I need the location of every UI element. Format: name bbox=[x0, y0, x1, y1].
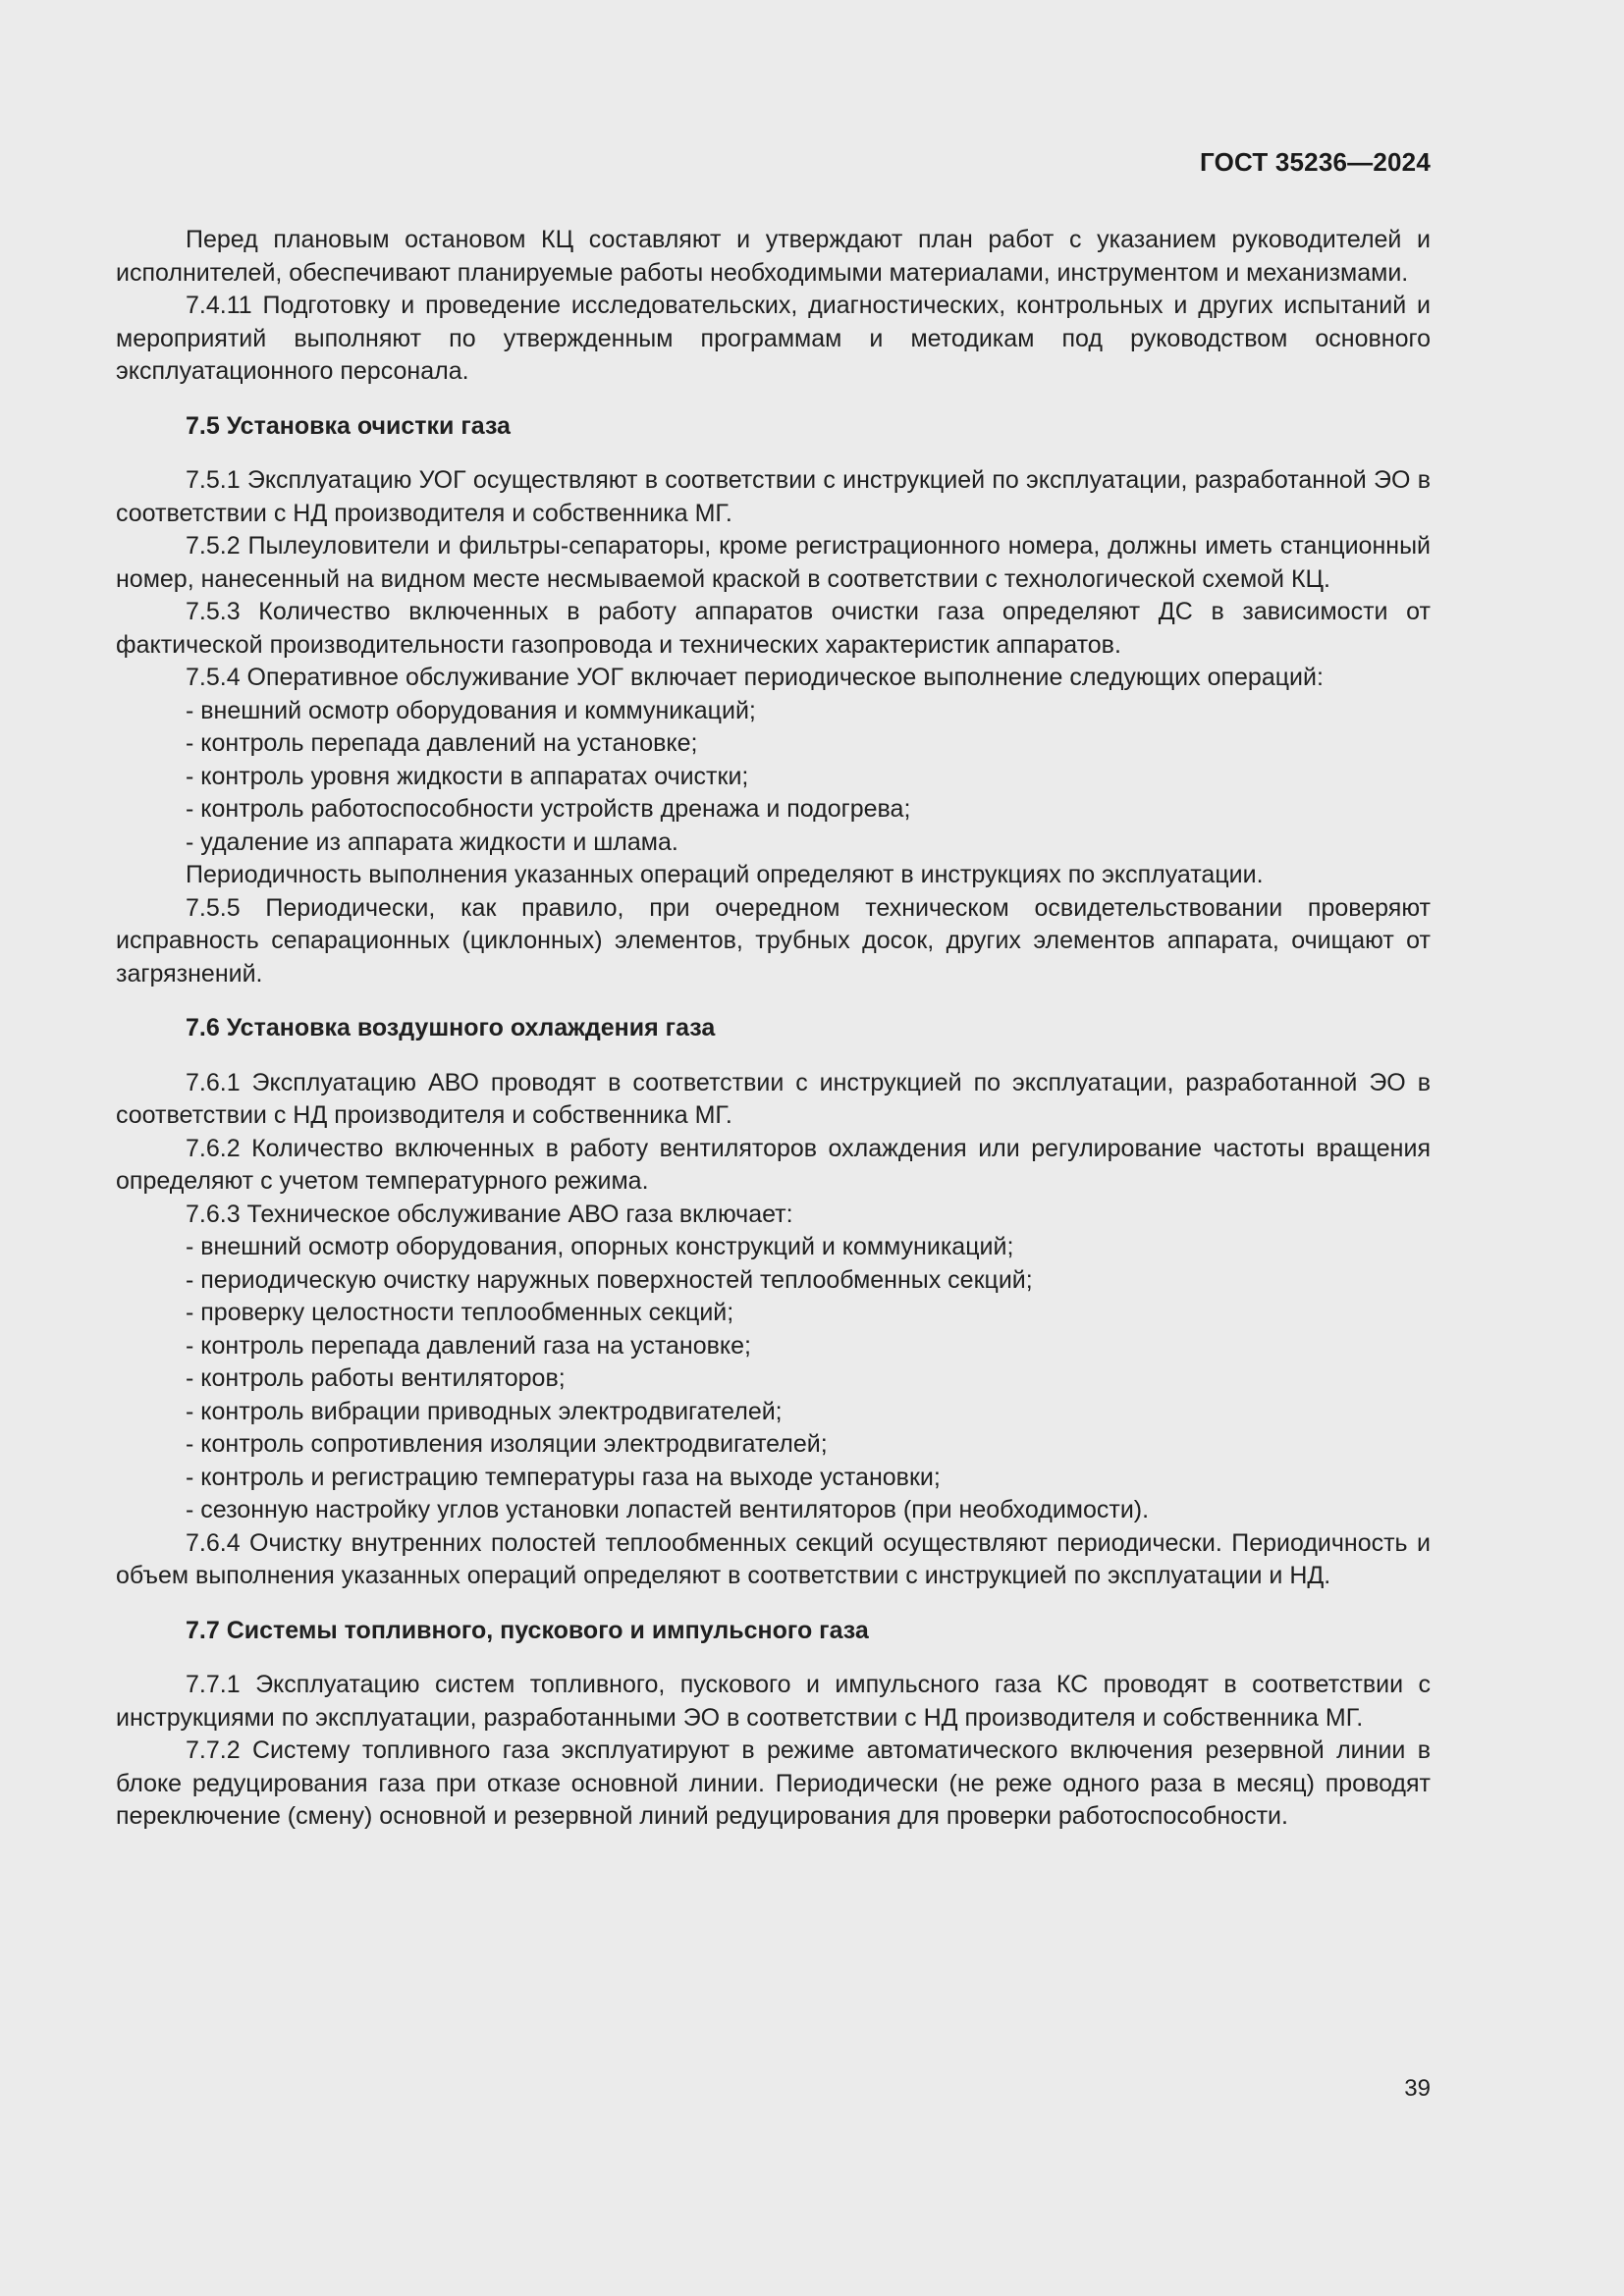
list-item: - удаление из аппарата жидкости и шлама. bbox=[186, 828, 678, 856]
list-item: - проверку целостности теплообменных секций; bbox=[186, 1299, 734, 1326]
document-code: ГОСТ 35236—2024 bbox=[1200, 147, 1431, 177]
paragraph: 7.6.3 Техническое обслуживание АВО газа включает: bbox=[186, 1200, 793, 1228]
section-heading: 7.7 Системы топливного, пускового и импульсного газа bbox=[186, 1616, 869, 1644]
list-item: - сезонную настройку углов установки лопастей вентиляторов (при необходимости). bbox=[186, 1496, 1150, 1523]
paragraph: 7.6.4 Очистку внутренних полостей теплообменных секций осуществляют периодически. Периодичность и объем выполнения указанных операций определяют в соответствии с инструкцией по эксплуатации и НД. bbox=[116, 1528, 1431, 1589]
paragraph: 7.7.2 Систему топливного газа эксплуатируют в режиме автоматического включения резервной линии в блоке редуцирования газа при отказе основной линии. Периодически (не реже одного раза в месяц) проводят переключение (смену) основной и резервной линий редуцирования для проверки работоспособности. bbox=[116, 1736, 1431, 1830]
paragraph: 7.5.5 Периодически, как правило, при очередном техническом освидетельствовании проверяют исправность сепарационных (циклонных) элементов, трубных досок, других элементов аппарата, очищают от загрязнений. bbox=[116, 893, 1431, 988]
paragraph: 7.4.11 Подготовку и проведение исследовательских, диагностических, контрольных и других испытаний и мероприятий выполняют по утвержденным программам и методикам под руководством основного эксплуатационного персонала. bbox=[116, 292, 1431, 385]
paragraph: 7.5.3 Количество включенных в работу аппаратов очистки газа определяют ДС в зависимости от фактической производительности газопровода и технических характеристик аппаратов. bbox=[116, 598, 1431, 659]
list-item: - контроль работы вентиляторов; bbox=[186, 1364, 566, 1392]
list-item: - контроль перепада давлений газа на установке; bbox=[186, 1331, 751, 1360]
paragraph: Перед плановым остановом КЦ составляют и утверждают план работ с указанием руководителей и исполнителей, обеспечивают планируемые работы необходимыми материалами, инструментом и механизмами. bbox=[116, 226, 1431, 287]
paragraph: 7.7.1 Эксплуатацию систем топливного, пускового и импульсного газа КС проводят в соответствии с инструкциями по эксплуатации, разработанными ЭО в соответствии с НД производителя и собственника МГ. bbox=[116, 1671, 1431, 1732]
list-item: - контроль сопротивления изоляции электродвигателей; bbox=[186, 1430, 828, 1458]
paragraph: 7.5.4 Оперативное обслуживание УОГ включает периодическое выполнение следующих операций: bbox=[186, 664, 1324, 691]
list-item: - контроль уровня жидкости в аппаратах очистки; bbox=[186, 762, 749, 790]
list-item: - контроль и регистрацию температуры газа на выходе установки; bbox=[186, 1463, 941, 1491]
paragraph: 7.5.1 Эксплуатацию УОГ осуществляют в соответствии с инструкцией по эксплуатации, разработанной ЭО в соответствии с НД производителя и собственника МГ. bbox=[116, 466, 1431, 527]
list-item: - внешний осмотр оборудования и коммуникаций; bbox=[186, 696, 756, 724]
list-item: - периодическую очистку наружных поверхностей теплообменных секций; bbox=[186, 1265, 1033, 1294]
list-item: - контроль работоспособности устройств дренажа и подогрева; bbox=[186, 795, 911, 823]
section-heading: 7.5 Установка очистки газа bbox=[186, 411, 511, 440]
page-number: 39 bbox=[1404, 2075, 1431, 2102]
paragraph: 7.5.2 Пылеуловители и фильтры-сепараторы, кроме регистрационного номера, должны иметь станционный номер, нанесенный на видном месте несмываемой краской в соответствии с технологической схемой КЦ. bbox=[116, 532, 1431, 593]
section-heading: 7.6 Установка воздушного охлаждения газа bbox=[186, 1014, 716, 1041]
document-body bbox=[116, 224, 1431, 1834]
list-item: - контроль перепада давлений на установке; bbox=[186, 729, 698, 757]
list-item: - внешний осмотр оборудования, опорных конструкций и коммуникаций; bbox=[186, 1233, 1014, 1260]
paragraph: 7.6.1 Эксплуатацию АВО проводят в соответствии с инструкцией по эксплуатации, разработанной ЭО в соответствии с НД производителя и собственника МГ. bbox=[116, 1068, 1431, 1129]
list-item: - контроль вибрации приводных электродвигателей; bbox=[186, 1397, 783, 1425]
paragraph: 7.6.2 Количество включенных в работу вентиляторов охлаждения или регулирование частоты вращения определяют с учетом температурного режима. bbox=[116, 1134, 1431, 1195]
paragraph: Периодичность выполнения указанных операций определяют в инструкциях по эксплуатации. bbox=[186, 861, 1264, 888]
